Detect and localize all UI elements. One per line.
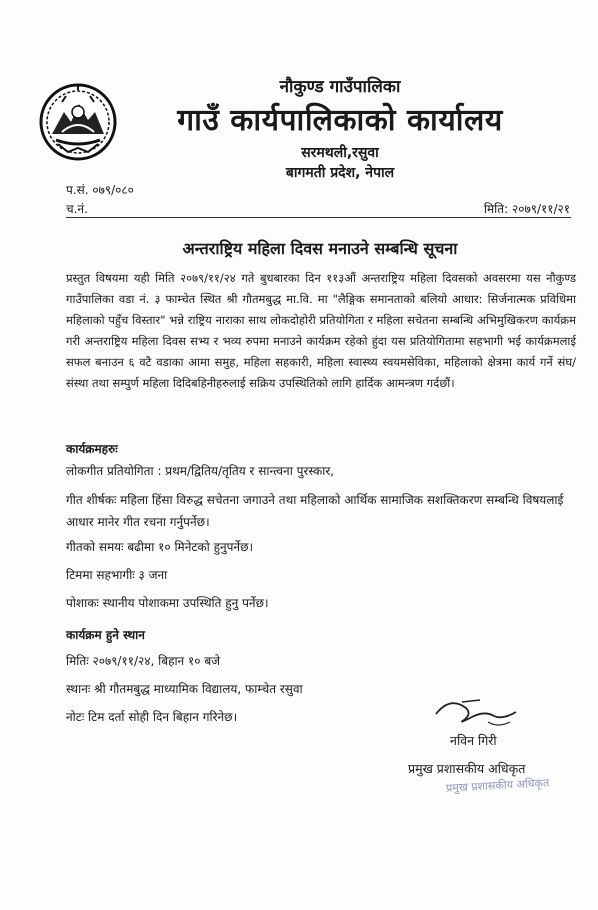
programs-heading: कार्यक्रमहरुः: [66, 442, 118, 456]
signatory-title: प्रमुख प्रशासकीय अधिकृत: [408, 761, 526, 776]
office-stamp: प्रमुख प्रशासकीय अधिकृत: [445, 776, 550, 795]
province-line: बागमती प्रदेश, नेपाल: [285, 165, 395, 181]
header-divider: [66, 217, 571, 218]
signatory-name: नविन गिरी: [450, 733, 497, 748]
program-item: गीतको समयः बढीमा १० मिनेटको हुनुपर्नेछ।: [66, 540, 254, 554]
municipality-name: नौकुण्ड गाउँपालिका: [279, 77, 401, 97]
office-title: गाउँ कार्यपालिकाको कार्यालय: [177, 103, 503, 138]
program-item: टिममा सहभागीः ३ जना: [66, 568, 168, 582]
program-item: गीत शीर्षकः महिला हिंसा विरुद्ध सचेतना जगाउने तथा महिलाको आर्थिक सामाजिक सशक्तिकरण सम्बन्धि विषयलाई आधार मानेर गीत रचना गर्नुपर्नेछ।: [66, 493, 564, 529]
letter-number: प.सं. ०७९/०८०: [66, 183, 134, 197]
notice-body: प्रस्तुत विषयमा यही मिति २०७९/११/२४ गते बुधबारका दिन ११३औं अन्तराष्ट्रिय महिला दिवसको अवसरमा यस नौकुण्ड गाउँपालिका वडा नं. ३ फाम्चेत स्थित श्री गौतमबुद्ध मा.वि. मा "लैङ्गिक समानताको बलियो आधार: सिर्जनात्मक प्रविधिमा महिलाको पहुँच विस्तार" भन्ने राष्ट्रिय नाराका साथ लोकदोहोरी प्रतियोगिता र महिला सचेतना सम्बन्धि अभिमुखिकरण कार्यक्रम गरी अन्तराष्ट्रिय महिला दिवस सभ्य र भव्य रुपमा मनाउने कार्यक्रम रहेको हुंदा यस प्रतियोगितामा सहभागी भई कार्यक्रमलाई सफल बनाउन ६ वटै वडाका आमा समुह, महिला सहकारी, महिला स्वास्थ्य स्वयमसेविका, महिलाको क्षेत्रमा कार्य गर्ने संघ/संस्था तथा सम्पुर्ण महिला दिदिबहिनीहरुलाई सक्रिय उपस्थितिको लागि हार्दिक आमन्त्रण गर्दछौं।: [66, 271, 576, 390]
signature-mark: [428, 692, 528, 732]
venue-place: स्थानः श्री गौतमबुद्ध माध्यामिक विद्यालय, फाम्चेत रसुवा: [66, 682, 303, 696]
venue-note: नोटः टिम दर्ता सोही दिन बिहान गरिनेछ।: [66, 710, 238, 724]
program-item: लोकगीत प्रतियोगिता : प्रथम/द्वितिय/तृतिय र सान्त्वना पुरस्कार,: [66, 464, 335, 478]
nepal-emblem-icon: [38, 82, 118, 162]
office-location: सरमथली,रसुवा: [301, 145, 379, 161]
dispatch-number: च.नं.: [66, 202, 88, 216]
venue-date: मितिः २०७९/११/२४, बिहान १० बजे: [66, 654, 221, 668]
letter-date: मिति: २०७९/११/२१: [483, 202, 570, 216]
program-item: पोशाकः स्थानीय पोशाकमा उपस्थिति हुनु पर्नेछ।: [66, 596, 269, 610]
notice-subject: अन्तराष्ट्रिय महिला दिवस मनाउने सम्बन्धि सूचना: [182, 239, 458, 258]
venue-heading: कार्यक्रम हुने स्थान: [66, 628, 145, 642]
